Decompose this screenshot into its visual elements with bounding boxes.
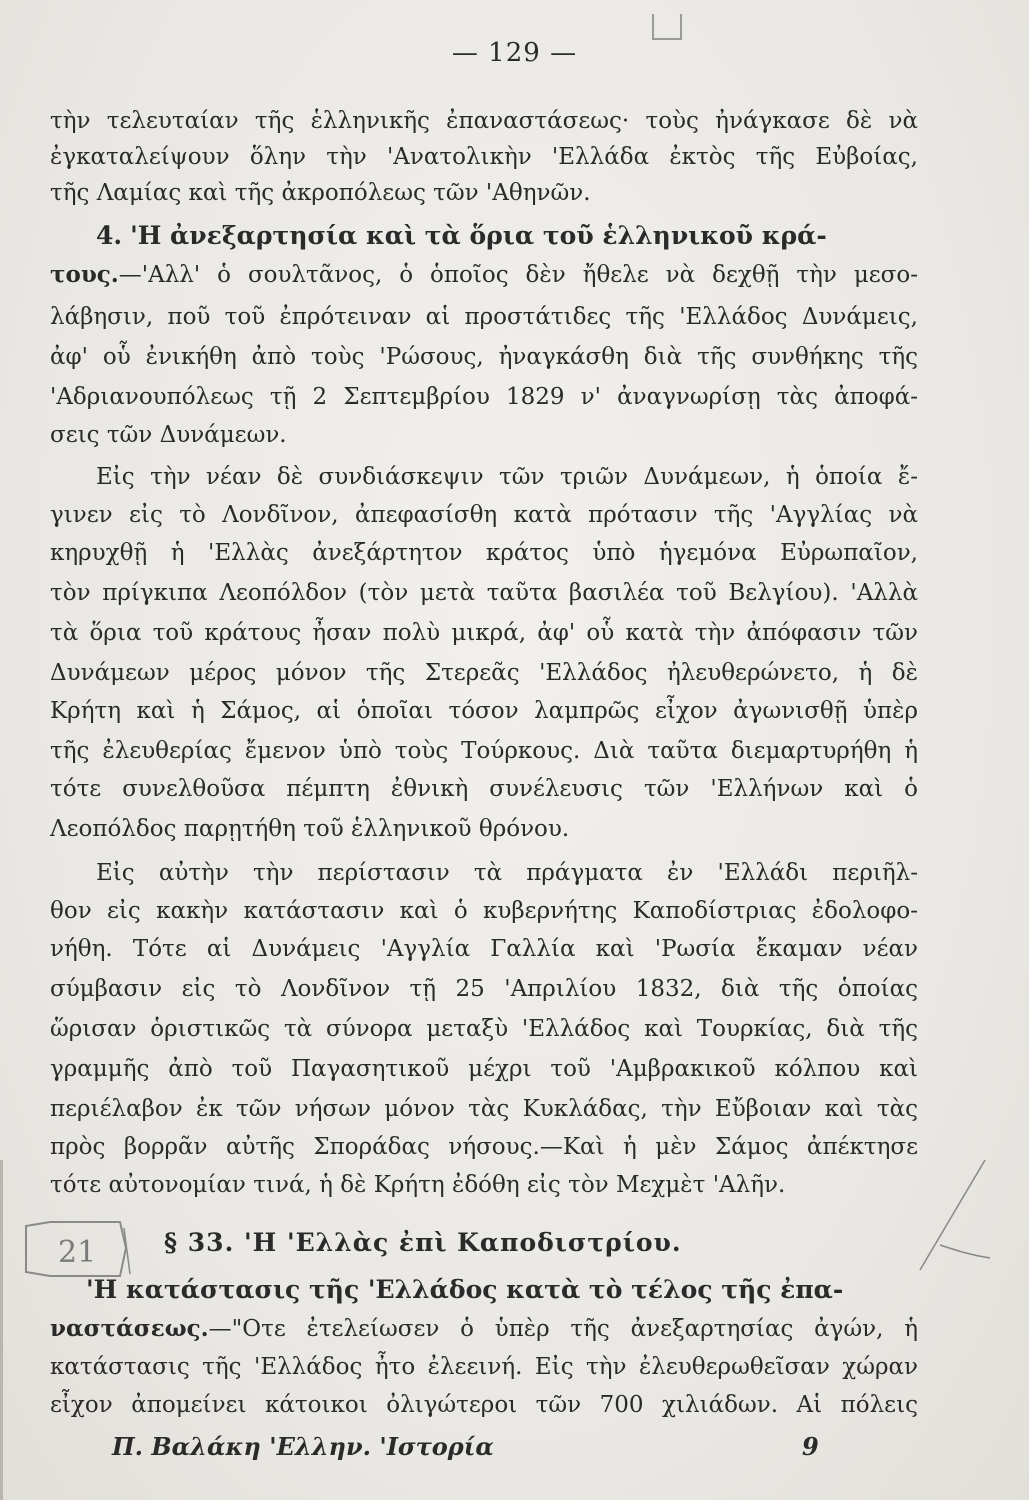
text-line: Δυνάμεων μέρος μόνον τῆς Στερεᾶς 'Ελλάδος ἠλευθερώνετο, ἡ δὲ: [50, 660, 918, 686]
text-line: πρὸς βορρᾶν αὐτῆς Σποράδας νήσους.—Καὶ ἡ μὲν Σάμος ἀπέκτησε: [50, 1134, 918, 1160]
corner-mark: [652, 14, 682, 40]
text-line: Λεοπόλδος παρῃτήθη τοῦ ἑλληνικοῦ θρόνου.: [50, 816, 570, 842]
text-line: τῆς Λαμίας καὶ τῆς ἀκροπόλεως τῶν 'Αθηνῶν.: [50, 180, 591, 206]
text-line: ἐγκαταλείψουν ὅλην τὴν 'Ανατολικὴν 'Ελλάδα ἐκτὸς τῆς Εὐβοίας,: [50, 144, 918, 170]
text-line: εἶχον ἀπομείνει κάτοικοι ὀλιγώτεροι τῶν 700 χιλιάδων. Αἱ πόλεις: [50, 1392, 918, 1418]
text-line: Εἰς αὐτὴν τὴν περίστασιν τὰ πράγματα ἐν 'Ελλάδι περιῆλ-: [96, 860, 918, 886]
text-line: σύμβασιν εἰς τὸ Λονδῖνον τῇ 25 'Απριλίου 1832, διὰ τῆς ὁποίας: [50, 976, 918, 1002]
text-line: γινεν εἰς τὸ Λονδῖνον, ἀπεφασίσθη κατὰ πρότασιν τῆς 'Αγγλίας νὰ: [50, 502, 918, 528]
text-line: τῆς ἐλευθερίας ἔμενον ὑπὸ τοὺς Τούρκους. Διὰ ταῦτα διεμαρτυρήθη ἡ: [50, 738, 918, 764]
text-line: νήθη. Τότε αἱ Δυνάμεις 'Αγγλία Γαλλία καὶ 'Ρωσία ἔκαμαν νέαν: [50, 936, 918, 962]
text-line: τὰ ὅρια τοῦ κράτους ἦσαν πολὺ μικρά, ἀφ' οὗ κατὰ τὴν ἀπόφασιν τῶν: [50, 620, 918, 646]
section-heading: [96, 218, 976, 254]
page-footer: [112, 1432, 819, 1461]
footer-author: Π. Βαλάκη 'Ελλην. 'Ιστορία: [112, 1432, 494, 1461]
text-line: λάβησιν, ποῦ τοῦ ἐπρότειναν αἱ προστάτιδες τῆς 'Ελλάδος Δυνάμεις,: [50, 304, 918, 330]
section-33-title: § 33. 'Η 'Ελλὰς ἐπὶ Καποδιστρίου.: [164, 1228, 682, 1257]
text-line: τους.—'Αλλ' ὁ σουλτᾶνος, ὁ ὁποῖος δὲν ἤθελε νὰ δεχθῇ τὴν μεσο-: [50, 261, 918, 288]
library-stamp: [20, 1218, 132, 1280]
text-line: κηρυχθῇ ἡ 'Ελλὰς ἀνεξάρτητον κράτος ὑπὸ ἡγεμόνα Εὐρωπαῖον,: [50, 540, 918, 566]
subsection-heading-cont: ναστάσεως.: [50, 1315, 209, 1342]
subsection-heading: 'Η κατάστασις τῆς 'Ελλάδος κατὰ τὸ τέλος τῆς ἐπα-: [86, 1275, 844, 1304]
text-line: 'Αδριανουπόλεως τῇ 2 Σεπτεμβρίου 1829 ν' ἀναγνωρίσῃ τὰς ἀποφά-: [50, 384, 918, 410]
text-line: τότε συνελθοῦσα πέμπτη ἐθνικὴ συνέλευσις τῶν 'Ελλήνων καὶ ὁ: [50, 776, 918, 802]
text-line: γραμμῆς ἀπὸ τοῦ Παγασητικοῦ μέχρι τοῦ 'Αμβρακικοῦ κόλπου καὶ: [50, 1056, 918, 1082]
text-line: τότε αὐτονομίαν τινά, ἡ δὲ Κρήτη ἐδόθη εἰς τὸν Μεχμὲτ 'Αλῆν.: [50, 1172, 786, 1198]
margin-line: [0, 1160, 3, 1500]
text-line: ναστάσεως.—"Οτε ἐτελείωσεν ὁ ὑπὲρ τῆς ἀνεξαρτησίας ἀγών, ἡ: [50, 1315, 918, 1342]
section-title: 'Η ἀνεξαρτησία καὶ τὰ ὅρια τοῦ ἑλληνικοῦ κρά-: [130, 221, 827, 250]
text-line: Κρήτη καὶ ἡ Σάμος, αἱ ὁποῖαι τόσον λαμπρῶς εἶχον ἀγωνισθῇ ὑπὲρ: [50, 698, 918, 724]
text-line: περιέλαβον ἐκ τῶν νήσων μόνον τὰς Κυκλάδας, τὴν Εὔβοιαν καὶ τὰς: [50, 1096, 918, 1122]
text-line: τὴν τελευταίαν τῆς ἑλληνικῆς ἐπαναστάσεως· τοὺς ἠνάγκασε δὲ νὰ: [50, 108, 918, 134]
page-number: — 129 —: [451, 38, 578, 68]
text-line: Εἰς τὴν νέαν δὲ συνδιάσκεψιν τῶν τριῶν Δυνάμεων, ἡ ὁποία ἔ-: [96, 464, 918, 490]
text-line: ὥρισαν ὁριστικῶς τὰ σύνορα μεταξὺ 'Ελλάδος καὶ Τουρκίας, διὰ τῆς: [50, 1016, 918, 1042]
text-line: κατάστασις τῆς 'Ελλάδος ἦτο ἐλεεινή. Εἰς τὴν ἐλευθερωθεῖσαν χώραν: [50, 1354, 918, 1380]
signature-mark: 9: [802, 1432, 819, 1461]
section-title-cont: τους.: [50, 261, 119, 288]
text-line: τὸν πρίγκιπα Λεοπόλδον (τὸν μετὰ ταῦτα βασιλέα τοῦ Βελγίου). 'Αλλὰ: [50, 580, 918, 606]
pencil-mark: [900, 1150, 1000, 1280]
text-line: θον εἰς κακὴν κατάστασιν καὶ ὁ κυβερνήτης Καποδίστριας ἐδολοφο-: [50, 898, 918, 924]
text-line: ἀφ' οὗ ἐνικήθη ἀπὸ τοὺς 'Ρώσους, ἠναγκάσθη διὰ τῆς συνθήκης τῆς: [50, 344, 918, 370]
text-line: σεις τῶν Δυνάμεων.: [50, 422, 287, 448]
stamp-number: 21: [58, 1235, 97, 1270]
section-number: 4.: [96, 221, 123, 250]
